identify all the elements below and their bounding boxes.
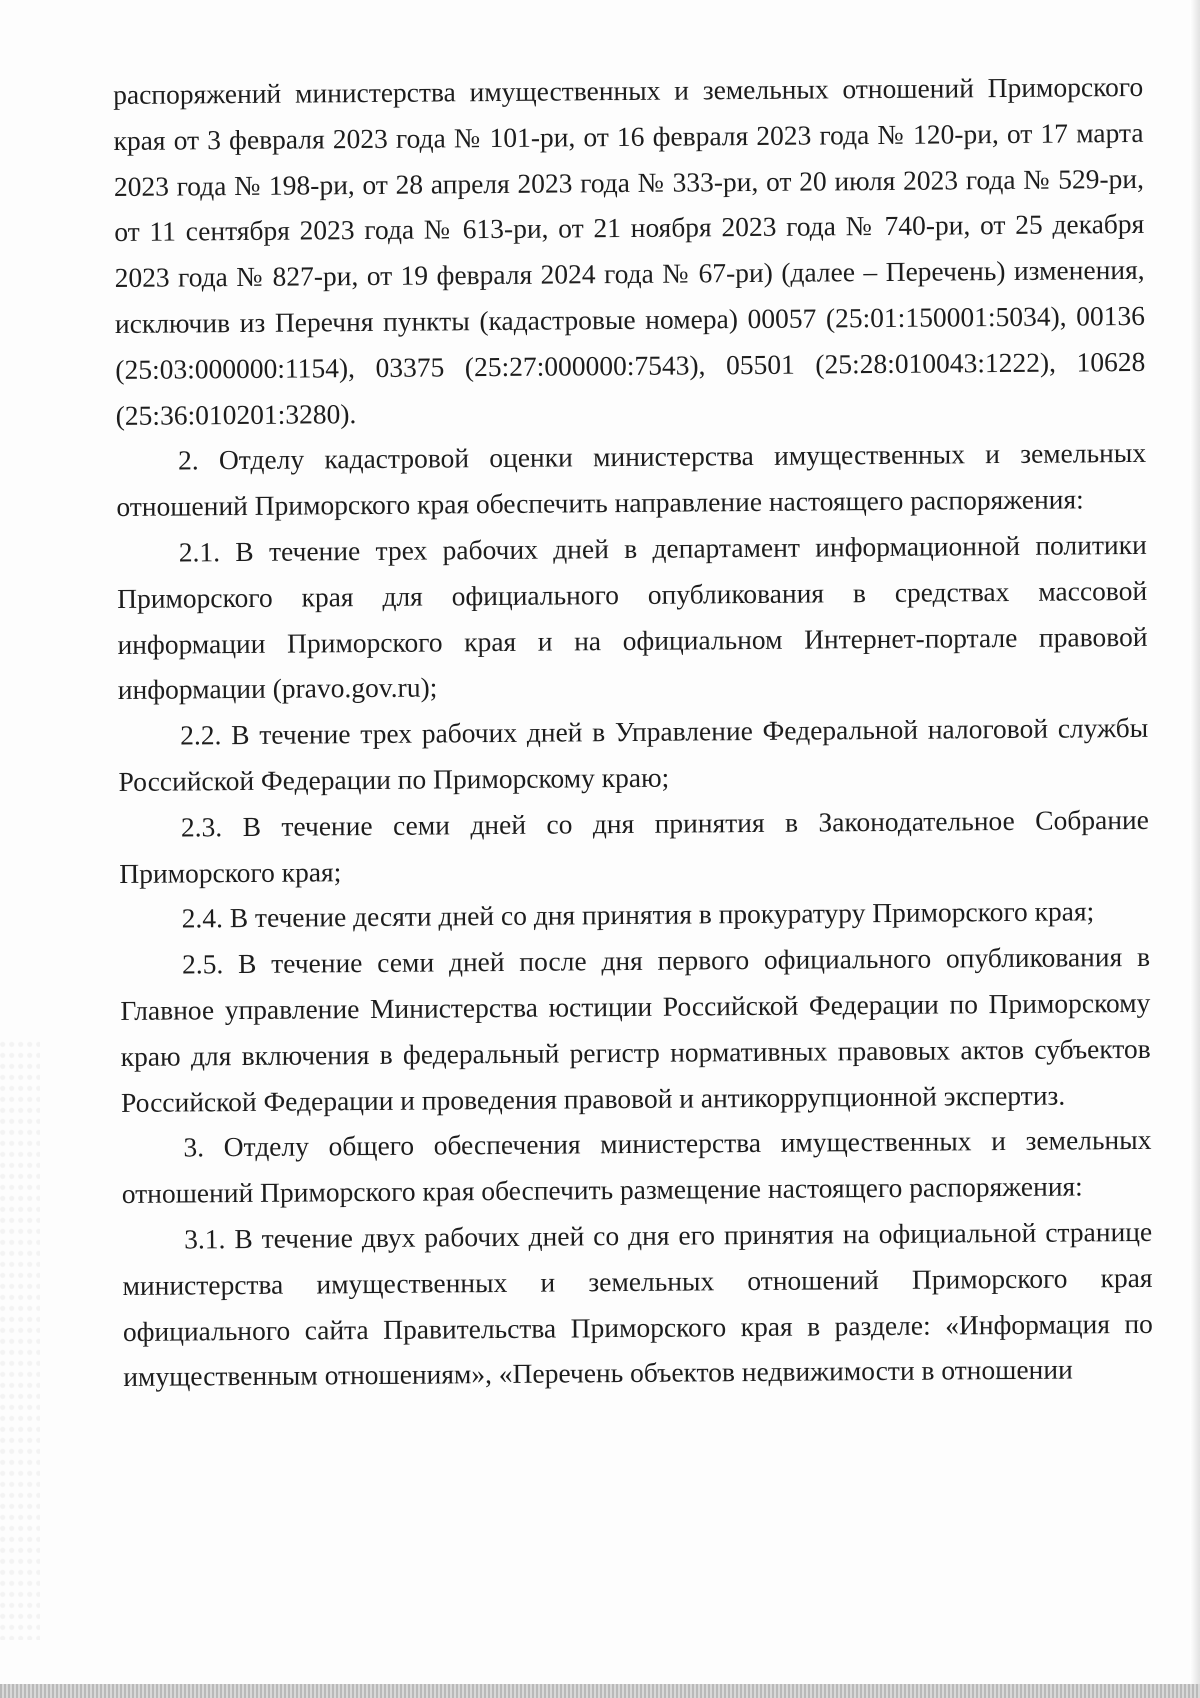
scan-edge-right	[1190, 0, 1200, 1684]
document-body	[113, 64, 1153, 1400]
paragraph-3: 3. Отделу общего обеспечения министерства имущественных и земельных отношений Приморского края обеспечить размещение настоящего распоряжения:	[121, 1124, 1152, 1210]
paragraph-2-1: 2.1. В течение трех рабочих дней в департамент информационной политики Приморского края для официального опубликования в средствах массовой информации Приморского края и на официальном Интернет-портале правовой информации (pravo.gov.ru);	[117, 528, 1148, 706]
scan-speckle	[0, 1040, 40, 1640]
paragraph-intro-continued: распоряжений министерства имущественных и земельных отношений Приморского края от 3 февраля 2023 года № 101-ри, от 16 февраля 2023 года № 120-ри, от 17 марта 2023 года № 198-ри, от 28 апреля 2023 года № 333-ри, от 20 июля 2023 года № 529-ри, от 11 сентября 2023 года № 613-ри, от 21 ноября 2023 года № 740-ри, от 25 декабря 2023 года № 827-ри, от 19 февраля 2024 года № 67-ри) (далее – Перечень) изменения, исключив из Перечня пункты (кадастровые номера) 00057 (25:01:150001:5034), 00136 (25:03:000000:1154), 03375 (25:27:000000:7543), 05501 (25:28:010043:1222), 10628 (25:36:010201:3280).	[113, 70, 1146, 431]
paragraph-2-2: 2.2. В течение трех рабочих дней в Управление Федеральной налоговой службы Российской Федерации по Приморскому краю;	[118, 712, 1149, 797]
scan-edge-bottom	[0, 1684, 1200, 1698]
paragraph-2: 2. Отделу кадастровой оценки министерства имущественных и земельных отношений Приморского края обеспечить направление настоящего распоряжения:	[116, 437, 1147, 523]
paragraph-2-3: 2.3. В течение семи дней со дня принятия в Законодательное Собрание Приморского края;	[119, 803, 1150, 889]
paragraph-3-1: 3.1. В течение двух рабочих дней со дня его принятия на официальной странице министерства имущественных и земельных отношений Приморского края официального сайта Правительства Приморского края в разделе: «Информация по имущественным отношениям», «Перечень объектов недвижимости в отношении	[122, 1215, 1153, 1393]
paragraph-2-4: 2.4. В течение десяти дней со дня принятия в прокуратуру Приморского края;	[181, 895, 1095, 934]
paragraph-2-5: 2.5. В течение семи дней после дня первого официального опубликования в Главное управление Министерства юстиции Российской Федерации по Приморскому краю для включения в федеральный регистр нормативных правовых актов субъектов Российской Федерации и проведения правовой и антикоррупционной экспертиз.	[120, 941, 1151, 1118]
